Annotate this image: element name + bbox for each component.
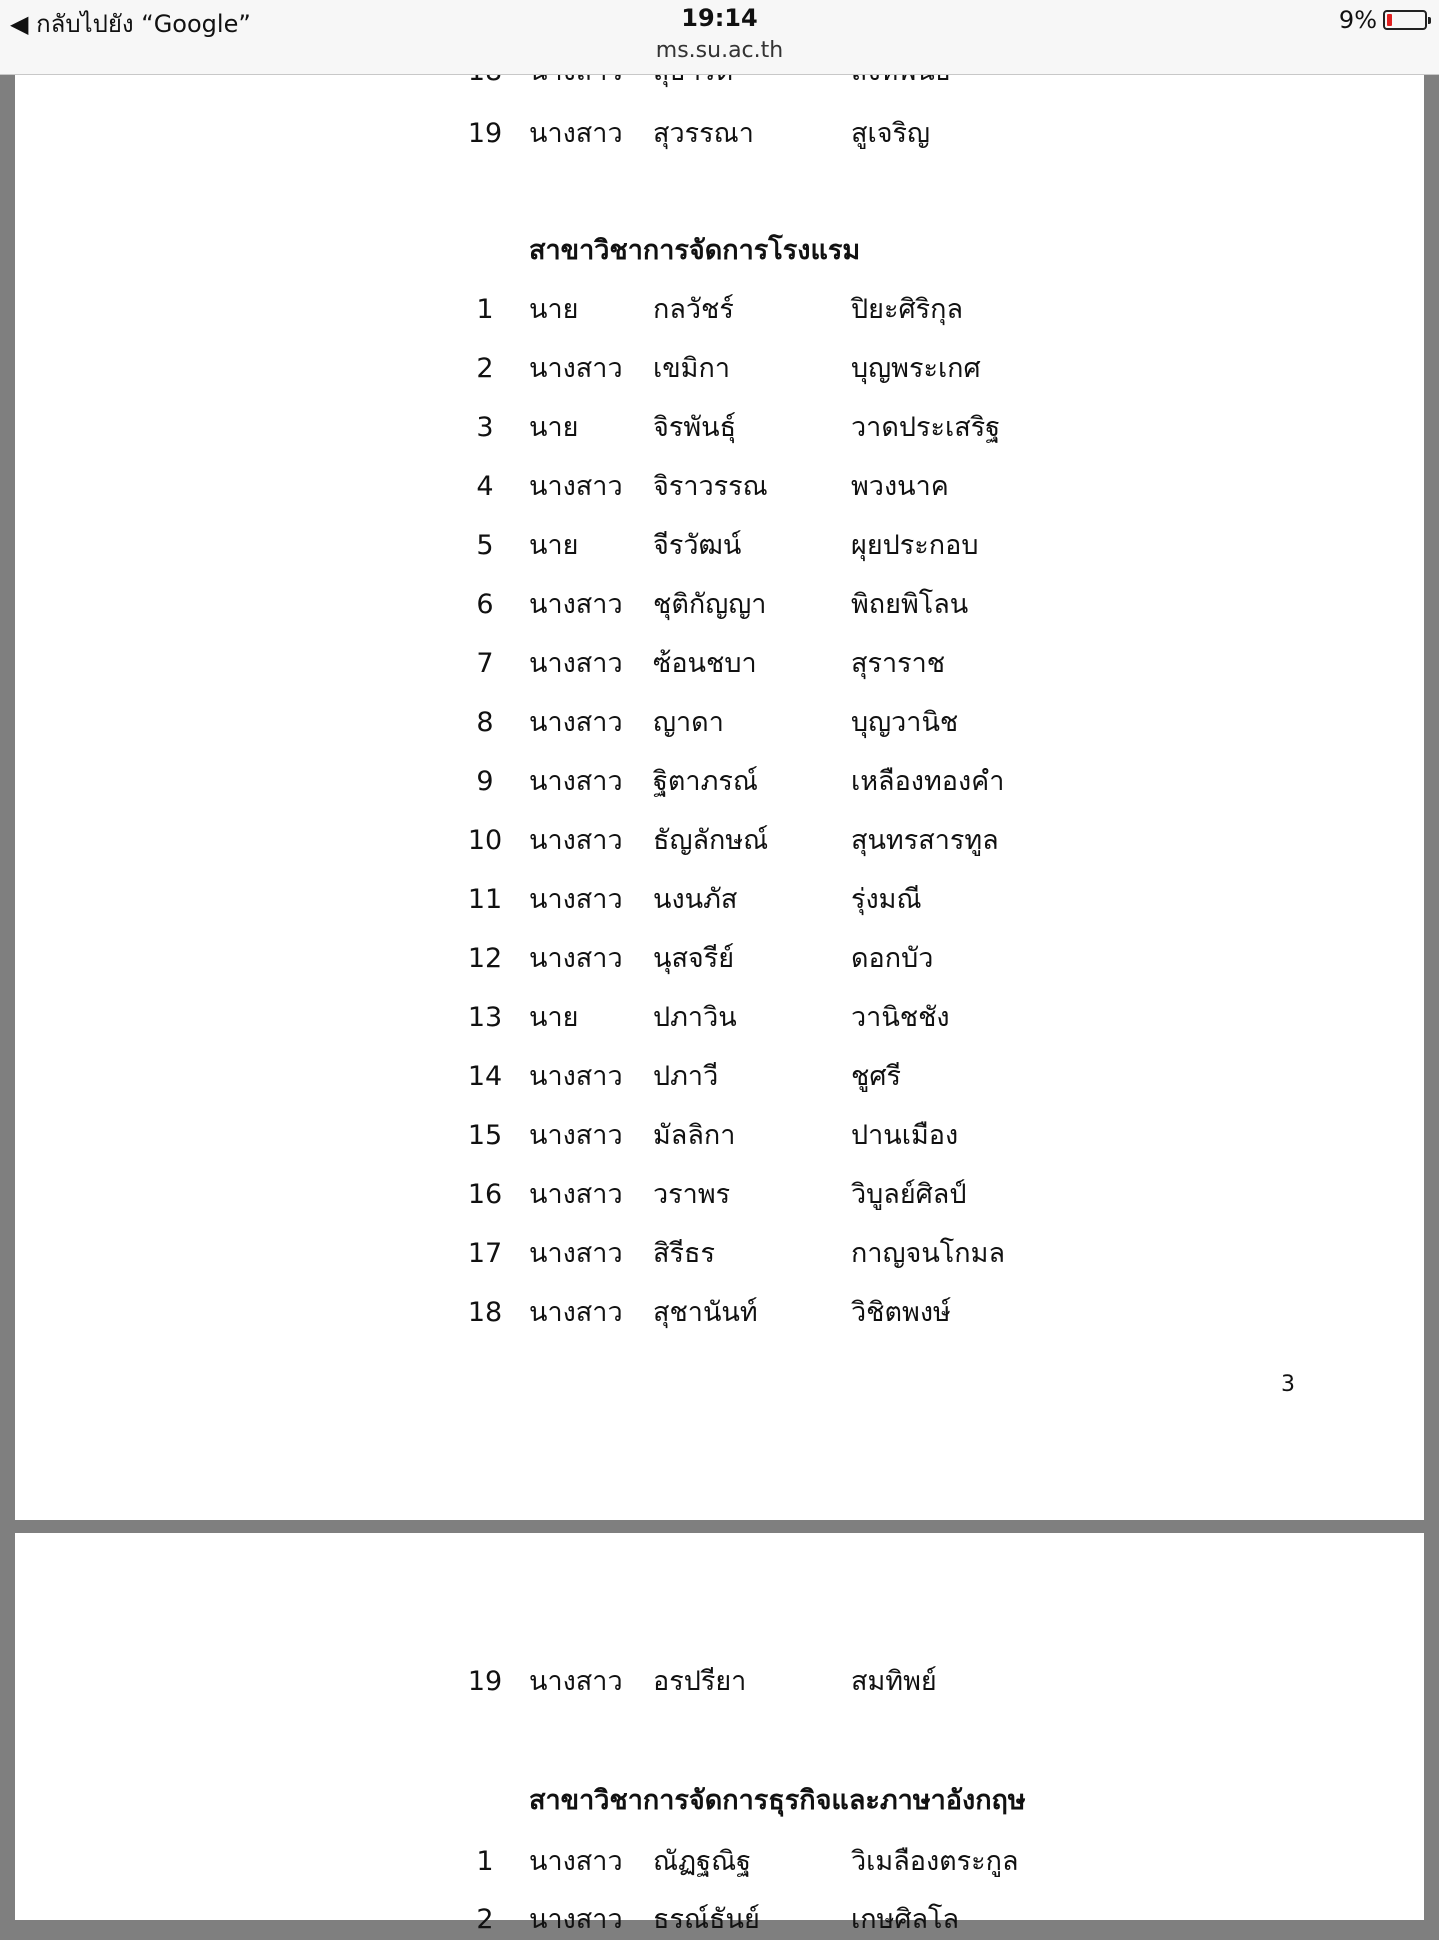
student-row: [15, 1116, 1424, 1156]
row-number: 11: [467, 884, 503, 915]
student-row: [15, 1057, 1424, 1097]
row-number: 9: [476, 766, 494, 797]
student-row: [15, 1175, 1424, 1215]
row-number: 1: [476, 294, 494, 325]
row-title: นางสาว: [529, 353, 623, 384]
battery-icon: [1383, 10, 1427, 30]
url-bar[interactable]: ms.su.ac.th: [655, 38, 784, 63]
student-row: [15, 644, 1424, 684]
row-last-name: ปิยะศิริกุล: [851, 294, 963, 325]
row-number: 15: [467, 1120, 503, 1151]
student-row: [15, 762, 1424, 802]
battery-status: [1339, 6, 1427, 34]
row-number: 10: [467, 825, 503, 856]
row-last-name: ผุยประกอบ: [851, 530, 979, 561]
pdf-page-3: [15, 74, 1424, 1520]
row-first-name: วราพร: [653, 1179, 731, 1210]
student-row: [15, 821, 1424, 861]
row-title: นางสาว: [529, 1846, 623, 1877]
row-title: นางสาว: [529, 825, 623, 856]
row-first-name: นงนภัส: [653, 884, 738, 915]
student-row: [15, 1900, 1424, 1940]
row-last-name: วิบูลย์ศิลป์: [851, 1179, 967, 1210]
row-first-name: เขมิกา: [653, 353, 730, 384]
row-first-name: สิรีธร: [653, 1238, 715, 1269]
row-number: 2: [476, 353, 494, 384]
row-number: 18: [467, 1297, 503, 1328]
row-last-name: บุญวานิช: [851, 707, 959, 738]
row-title: นางสาว: [529, 1297, 623, 1328]
row-number: 19: [467, 1666, 503, 1697]
row-first-name: ธัญลักษณ์: [653, 825, 769, 856]
row-number: 19: [467, 118, 503, 149]
row-title: นางสาว: [529, 766, 623, 797]
row-number: 12: [467, 943, 503, 974]
student-row: [15, 290, 1424, 330]
row-last-name: สูเจริญ: [851, 118, 931, 149]
row-last-name: วาดประเสริฐ: [851, 412, 1001, 443]
row-last-name: พิถยพิโลน: [851, 589, 969, 620]
student-row: [15, 703, 1424, 743]
row-number: 7: [476, 648, 494, 679]
row-title: นางสาว: [529, 1120, 623, 1151]
row-last-name: รุ่งมณี: [851, 884, 922, 915]
student-row: [15, 1662, 1424, 1702]
row-number: 1: [476, 1846, 494, 1877]
student-row: [15, 1293, 1424, 1333]
row-last-name: เกษศิลโล: [851, 1904, 960, 1935]
clock: 19:14: [681, 4, 758, 32]
student-row: [15, 467, 1424, 507]
row-title: นาย: [529, 412, 579, 443]
row-number: 4: [476, 471, 494, 502]
row-number: 17: [467, 1238, 503, 1269]
row-title: นางสาว: [529, 1061, 623, 1092]
student-row: [15, 1842, 1424, 1882]
row-first-name: ธรณ์ธันย์: [653, 1904, 760, 1935]
row-last-name: วิเมลืองตระกูล: [851, 1846, 1019, 1877]
row-last-name: บุญพระเกศ: [851, 353, 981, 384]
row-title: นางสาว: [529, 118, 623, 149]
row-first-name: ฐิตาภรณ์: [653, 766, 758, 797]
row-first-name: อรปรียา: [653, 1666, 747, 1697]
student-row: [15, 1234, 1424, 1274]
status-bar: [0, 0, 1439, 75]
row-title: นาย: [529, 1002, 579, 1033]
row-number: 8: [476, 707, 494, 738]
row-title: นางสาว: [529, 1238, 623, 1269]
row-number: 16: [467, 1179, 503, 1210]
battery-percent: 9%: [1338, 6, 1377, 34]
student-row: [15, 114, 1424, 154]
row-last-name: วิชิตพงษ์: [851, 1297, 951, 1328]
row-title: นางสาว: [529, 1179, 623, 1210]
row-number: 14: [467, 1061, 503, 1092]
row-first-name: จีรวัฒน์: [653, 530, 742, 561]
row-last-name: ชูศรี: [851, 1061, 901, 1092]
row-title: นางสาว: [529, 1904, 623, 1935]
row-title: นางสาว: [529, 1666, 623, 1697]
student-row: [15, 998, 1424, 1038]
student-row: [15, 349, 1424, 389]
row-title: นางสาว: [529, 648, 623, 679]
pdf-page-4: [15, 1533, 1424, 1935]
row-last-name: กาญจนโกมล: [851, 1238, 1005, 1269]
row-first-name: ญาดา: [653, 707, 724, 738]
student-row: [15, 880, 1424, 920]
row-first-name: ปภาวิน: [653, 1002, 737, 1033]
row-first-name: ณัฏฐณิฐ: [653, 1846, 752, 1877]
row-title: นางสาว: [529, 884, 623, 915]
row-first-name: ปภาวี: [653, 1061, 719, 1092]
row-last-name: ดอกบัว: [851, 943, 934, 974]
battery-level: [1387, 14, 1392, 26]
row-last-name: พวงนาค: [851, 471, 949, 502]
page-number: 3: [1281, 1372, 1295, 1397]
row-title: นางสาว: [529, 589, 623, 620]
row-title: นางสาว: [529, 471, 623, 502]
row-last-name: สมทิพย์: [851, 1666, 937, 1697]
student-row: [15, 526, 1424, 566]
row-number: 3: [476, 412, 494, 443]
row-last-name: สุนทรสารทูล: [851, 825, 999, 856]
student-row: [15, 585, 1424, 625]
row-title: นาย: [529, 530, 579, 561]
student-row: [15, 939, 1424, 979]
row-number: 13: [467, 1002, 503, 1033]
row-first-name: สุวรรณา: [653, 118, 754, 149]
row-last-name: ปานเมือง: [851, 1120, 959, 1151]
row-first-name: กลวัชร์: [653, 294, 734, 325]
row-first-name: มัลลิกา: [653, 1120, 736, 1151]
row-last-name: วานิชชัง: [851, 1002, 950, 1033]
row-first-name: ซ้อนชบา: [653, 648, 757, 679]
row-number: 6: [476, 589, 494, 620]
row-last-name: เหลืองทองคำ: [851, 766, 1005, 797]
row-first-name: จิราวรรณ: [653, 471, 768, 502]
row-number: 5: [476, 530, 494, 561]
back-to-google-link[interactable]: ◀ กลับไปยัง “Google”: [10, 10, 251, 38]
row-last-name: สุราราช: [851, 648, 946, 679]
student-row: [15, 408, 1424, 448]
row-first-name: ชุติกัญญา: [653, 589, 767, 620]
section-heading: สาขาวิชาการจัดการธุรกิจและภาษาอังกฤษ: [529, 1785, 1026, 1816]
row-first-name: สุชานันท์: [653, 1297, 758, 1328]
row-title: นางสาว: [529, 707, 623, 738]
row-number: 2: [476, 1904, 494, 1935]
section-heading: สาขาวิชาการจัดการโรงแรม: [529, 235, 861, 266]
row-first-name: จิรพันธุ์: [653, 412, 737, 443]
row-title: นาย: [529, 294, 579, 325]
row-first-name: นุสจรีย์: [653, 943, 735, 974]
row-title: นางสาว: [529, 943, 623, 974]
